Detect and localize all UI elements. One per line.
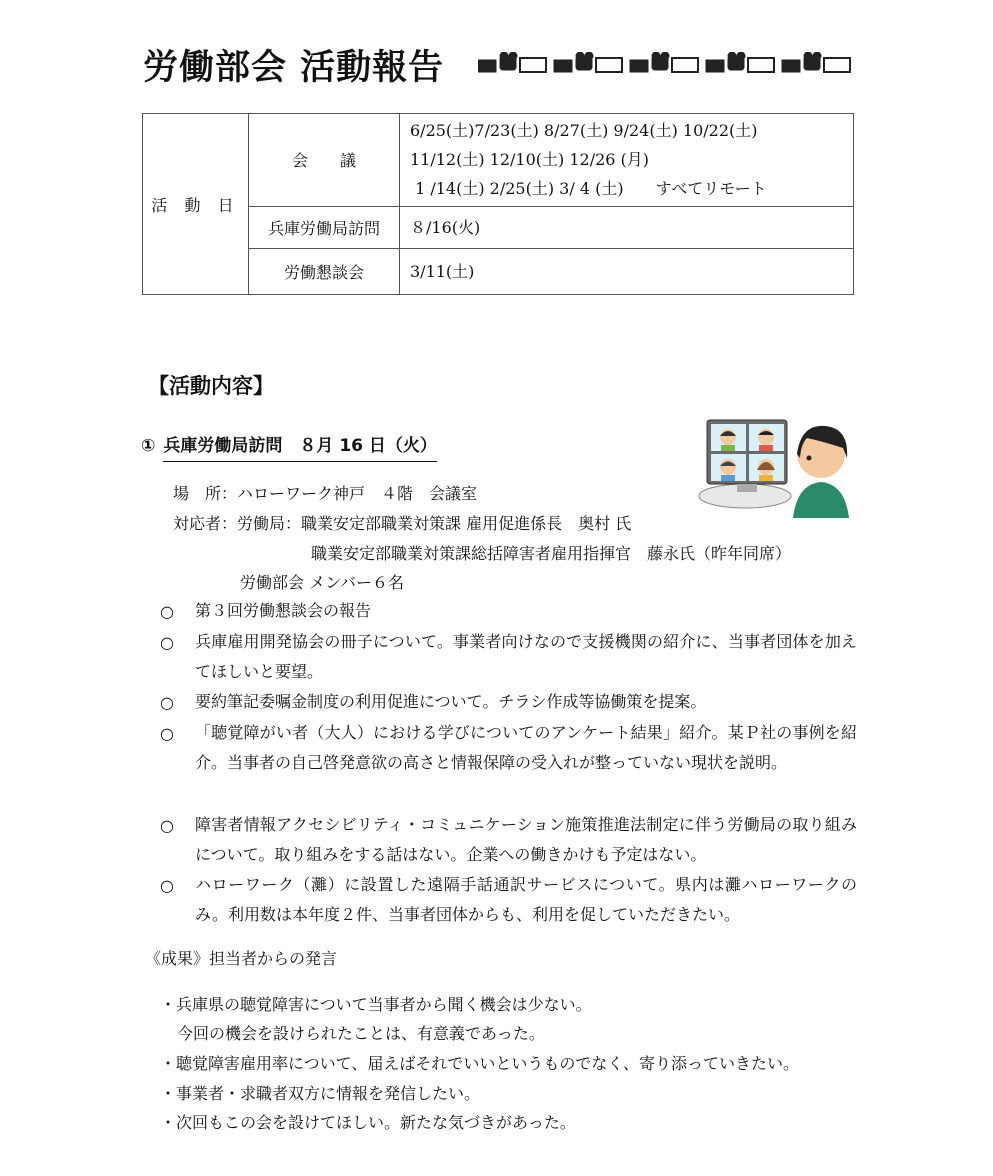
meeting-dates-line: 1 /14(土) 2/25(土) 3/ 4 (土) すべてリモート: [410, 179, 767, 199]
bullet-item: ハローワーク（灘）に設置した遠隔手話通訳サービスについて。県内は灘ハローワークのみ。利用数は本年度２件、当事者団体からも、利用を促していただきたい。: [195, 875, 857, 924]
item-number: ①: [141, 436, 156, 456]
bullet-item: 第３回労働懇談会の報告: [195, 601, 372, 620]
bullet-marker: ○: [160, 876, 174, 895]
labor-talk-date: 3/11(土): [400, 248, 854, 294]
respondent-line: 労働部会 メンバー６名: [240, 573, 404, 592]
bullet-item: 要約筆記委嘱金制度の利用促進について。チラシ作成等協働策を提案。: [195, 692, 707, 711]
bullet-item: 障害者情報アクセシビリティ・コミュニケーション施策推進法制定に伴う労働局の取り組みについて。取り組みをする話はない。企業への働きかけも予定はない。: [195, 815, 857, 864]
section-heading: 【活動内容】: [148, 374, 274, 398]
meeting-dates-line: 6/25(土)7/23(土) 8/27(土) 9/24(土) 10/22(土): [410, 121, 758, 141]
bullet-marker: ○: [160, 724, 174, 743]
video-meeting-illustration: [697, 414, 855, 518]
results-line: ・兵庫県の聴覚障害について当事者から聞く機会は少ない。: [160, 995, 592, 1014]
page-title: 労働部会 活動報告: [143, 48, 445, 88]
meeting-dates: [400, 114, 854, 207]
meeting-label: 会 議: [249, 114, 400, 207]
item-heading-text: 兵庫労働局訪問 ８月 16 日（火）: [163, 436, 437, 462]
results-line: 今回の機会を設けられたことは、有意義であった。: [177, 1024, 545, 1043]
results-line: ・聴覚障害雇用率について、届えばそれでいいというものでなく、寄り添っていきたい。: [160, 1054, 800, 1073]
labor-talk-label: 労働懇談会: [249, 248, 400, 294]
labor-bureau-visit-label: 兵庫労働局訪問: [249, 206, 400, 248]
respondent-line: 対応者：労働局：職業安定部職業対策課 雇用促進係長 奥村 氏: [173, 514, 632, 533]
labor-bureau-visit-date: ８/16(火): [400, 206, 854, 248]
bullet-marker: ○: [160, 816, 174, 835]
place-line: 場 所：ハローワーク神戸 ４階 会議室: [173, 484, 478, 503]
meeting-dates-line: 11/12(土) 12/10(土) 12/26 (月): [410, 150, 650, 170]
item-heading: [141, 431, 437, 456]
results-line: ・次回もこの会を設けてほしい。新たな気づきがあった。: [160, 1113, 576, 1132]
bullet-item: 兵庫雇用開発協会の冊子について。事業者向けなので支援機関の紹介に、当事者団体を加えてほしいと要望。: [195, 632, 857, 681]
bullet-marker: ○: [160, 633, 174, 652]
bullet-item: 「聴覚障がい者（大人）における学びについてのアンケート結果」紹介。某Ｐ社の事例を紹介。当事者の自己啓発意欲の高さと情報保障の受入れが整っていない現状を説明。: [195, 723, 857, 772]
film-camera-decoration: [478, 52, 856, 74]
activity-days-label: 活 動 日: [143, 114, 249, 295]
results-heading: 《成果》担当者からの発言: [145, 949, 338, 968]
results-line: ・事業者・求職者双方に情報を発信したい。: [160, 1084, 481, 1103]
bullet-marker: ○: [160, 693, 174, 712]
bullet-marker: ○: [160, 602, 174, 621]
respondent-line: 職業安定部職業対策課総括障害者雇用指揮官 藤永氏（昨年同席）: [311, 544, 792, 563]
activity-schedule-table: [142, 113, 854, 295]
